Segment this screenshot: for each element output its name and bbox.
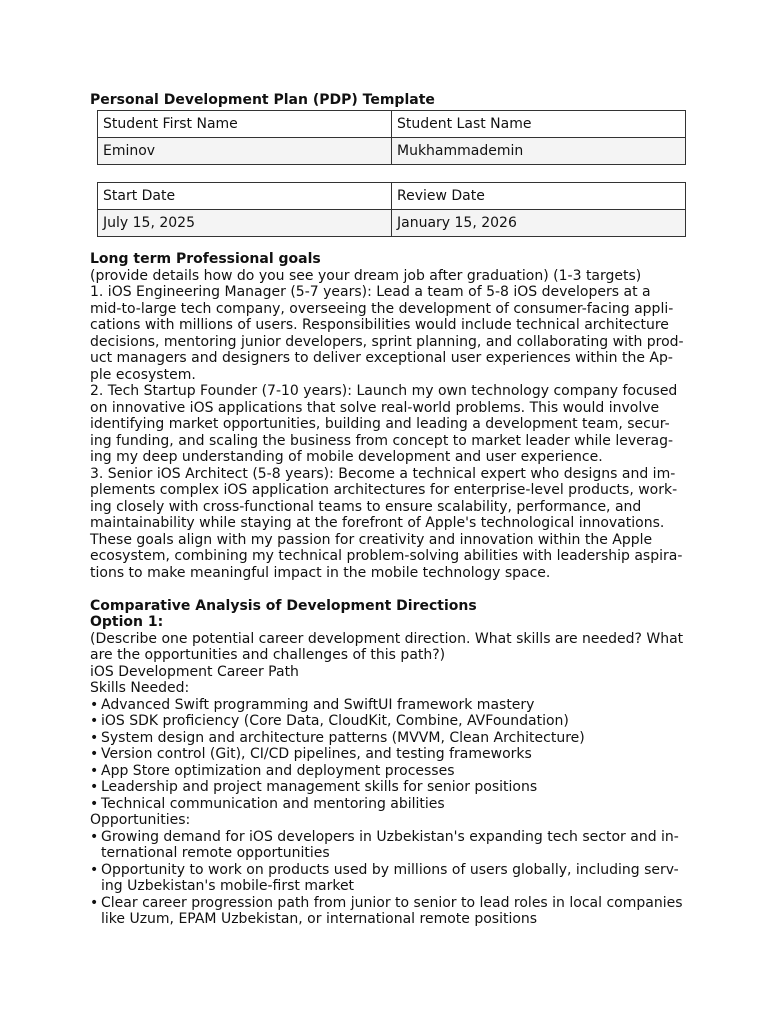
bullet-icon: • bbox=[90, 894, 99, 911]
start-date-value: July 15, 2025 bbox=[98, 210, 392, 237]
last-name-header: Student Last Name bbox=[392, 111, 686, 138]
list-item: • App Store optimization and deployment processes bbox=[90, 762, 455, 779]
document-page bbox=[90, 92, 686, 928]
last-name-value: Mukhammademin bbox=[392, 138, 686, 165]
bullet-icon: • bbox=[90, 861, 99, 878]
option-label: Option 1: bbox=[90, 614, 164, 630]
bullet-icon: • bbox=[90, 828, 99, 845]
list-item: • Leadership and project management skills for senior positions bbox=[90, 779, 538, 795]
career-path-title: iOS Development Career Path bbox=[90, 663, 299, 680]
list-item: • Growing demand for iOS developers in Uzbekistan's expanding tech sector and in- ternational remote opportunities bbox=[90, 828, 679, 861]
opportunities-list bbox=[90, 829, 686, 928]
bullet-icon: • bbox=[90, 746, 99, 762]
list-item: • System design and architecture patterns (MVVM, Clean Architecture) bbox=[90, 729, 585, 746]
opportunities-label: Opportunities: bbox=[90, 812, 191, 828]
bullet-icon: • bbox=[90, 713, 99, 729]
skills-list bbox=[90, 697, 686, 813]
review-date-header: Review Date bbox=[392, 183, 686, 210]
long-term-goals-instruction: (provide details how do you see your dream job after graduation) (1-3 targets) bbox=[90, 267, 642, 284]
list-item: • Advanced Swift programming and SwiftUI framework mastery bbox=[90, 696, 535, 713]
long-term-goals-heading: Long term Professional goals bbox=[90, 251, 321, 267]
start-date-header: Start Date bbox=[98, 183, 392, 210]
comparative-analysis-heading: Comparative Analysis of Development Directions bbox=[90, 597, 477, 614]
bullet-icon: • bbox=[90, 729, 99, 746]
list-item: • Clear career progression path from junior to senior to lead roles in local companies like Uzum, EPAM Uzbekistan, or international remote positions bbox=[90, 894, 683, 927]
list-item: • Version control (Git), CI/CD pipelines, and testing frameworks bbox=[90, 746, 532, 762]
long-term-goals-section bbox=[90, 251, 686, 581]
first-name-value: Eminov bbox=[98, 138, 392, 165]
option-instruction: (Describe one potential career development direction. What skills are needed? What are the opportunities and challenges of this path?) bbox=[90, 630, 684, 663]
bullet-icon: • bbox=[90, 696, 99, 713]
first-name-header: Student First Name bbox=[98, 111, 392, 138]
student-name-table bbox=[97, 110, 686, 165]
table-header-row bbox=[98, 183, 686, 210]
list-item: • Technical communication and mentoring abilities bbox=[90, 795, 445, 812]
review-date-value: January 15, 2026 bbox=[392, 210, 686, 237]
skills-label: Skills Needed: bbox=[90, 680, 190, 696]
table-header-row bbox=[98, 111, 686, 138]
list-item: • Opportunity to work on products used by millions of users globally, including serv- ing Uzbekistan's mobile-first market bbox=[90, 861, 679, 894]
bullet-icon: • bbox=[90, 762, 99, 779]
bullet-icon: • bbox=[90, 779, 99, 795]
list-item: • iOS SDK proficiency (Core Data, CloudKit, Combine, AVFoundation) bbox=[90, 713, 569, 729]
long-term-goals-body: 1. iOS Engineering Manager (5-7 years): Lead a team of 5-8 iOS developers at a mid-to-large tech company, overseeing the development of consumer-facing appli- cations with millions of users. Responsibilities would include technical architecture decisions, mentoring junior developers, sprint planning, and collaborating with prod- uct managers and designers to deliver exceptional user experiences within the Ap- ple ecosystem. 2. Tech Startup Founder (7-10 years): Launch my own technology company focused on innovative iOS applications that solve real-world problems. This would involve identifying market opportunities, building and leading a development team, secur- ing funding, and scaling the business from concept to market leader while leverag- ing my deep understanding of mobile development and user experience. 3. Senior iOS Architect (5-8 years): Become a technical expert who designs and im- plements complex iOS application architectures for enterprise-level products, work- ing closely with cross-functional teams to ensure scalability, performance, and maintainability while staying at the forefront of Apple's technological innovations. These goals align with my passion for creativity and innovation within the Apple ecosystem, combining my technical problem-solving abilities with leadership aspira- tions to make meaningful impact in the mobile technology space. bbox=[90, 284, 684, 581]
document-title: Personal Development Plan (PDP) Template bbox=[90, 92, 435, 108]
dates-table bbox=[97, 182, 686, 237]
comparative-analysis-section bbox=[90, 598, 686, 928]
table-value-row bbox=[98, 210, 686, 237]
table-value-row bbox=[98, 138, 686, 165]
bullet-icon: • bbox=[90, 795, 99, 812]
